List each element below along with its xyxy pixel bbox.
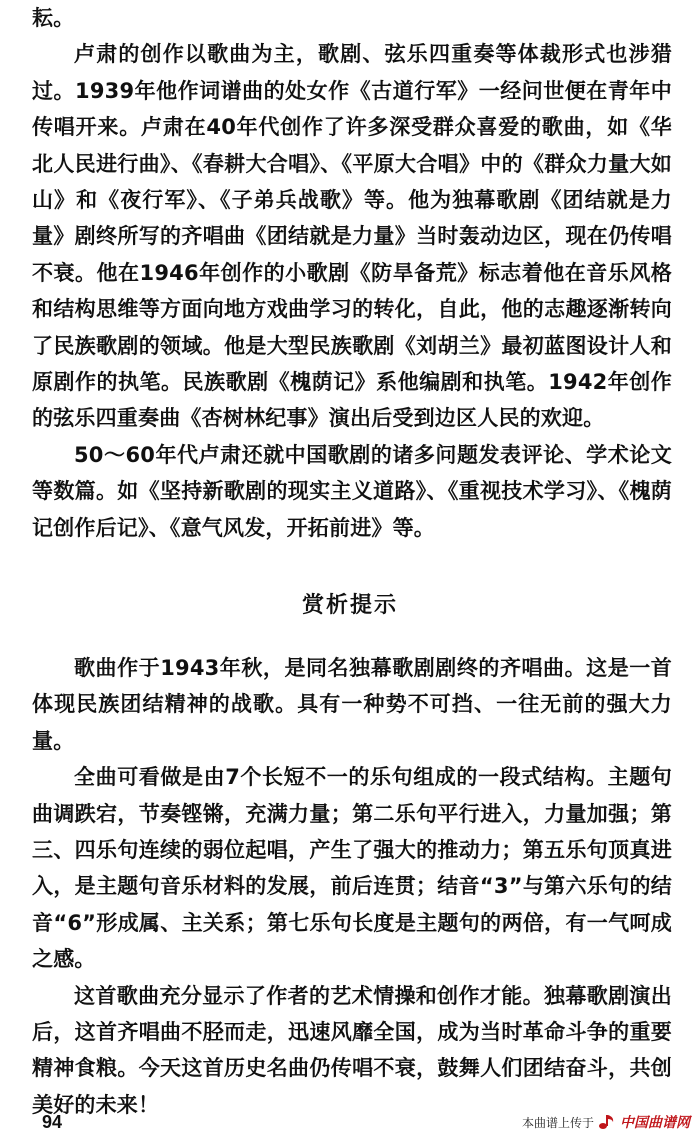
- watermark: [522, 1111, 690, 1133]
- watermark-brand: 中国曲谱网: [620, 1115, 690, 1131]
- page-number: 94: [42, 1112, 63, 1132]
- music-note-logo-icon: [598, 1114, 616, 1130]
- continuation-line: 耘。: [32, 6, 75, 30]
- paragraph-lu-su-works: 卢肃的创作以歌曲为主，歌剧、弦乐四重奏等体裁形式也涉猎过。1939年他作词谱曲的处女作《古道行军》一经问世便在青年中传唱开来。卢肃在40年代创作了许多深受群众喜爱的歌曲，如《华北人民进行曲》、《春耕大合唱》、《平原大合唱》中的《群众力量大如山》和《夜行军》、《子弟兵战歌》等。他为独幕歌剧《团结就是力量》剧终所写的齐唱曲《团结就是力量》当时轰动边区，现在仍传唱不衰。他在1946年创作的小歌剧《防旱备荒》标志着他在音乐风格和结构思维等方面向地方戏曲学习的转化，自此，他的志趣逐渐转向了民族歌剧的领域。他是大型民族歌剧《刘胡兰》最初蓝图设计人和原剧作的执笔。民族歌剧《槐荫记》系他编剧和执笔。1942年创作的弦乐四重奏曲《杏树林纪事》演出后受到边区人民的欢迎。: [32, 42, 672, 431]
- paragraph-song-impact: 这首歌曲充分显示了作者的艺术情操和创作才能。独幕歌剧演出后，这首齐唱曲不胫而走，迅速风靡全国，成为当时革命斗争的重要精神食粮。今天这首历史名曲仍传唱不衰，鼓舞人们团结奋斗，共创美好的未来！: [32, 983, 672, 1117]
- analysis-section: [32, 650, 672, 1123]
- watermark-text: 本曲谱上传于: [521, 1115, 594, 1130]
- intro-section: [32, 0, 672, 546]
- section-heading: 赏析提示: [301, 593, 398, 618]
- paragraph-song-background: 歌曲作于1943年秋，是同名独幕歌剧剧终的齐唱曲。这是一首体现民族团结精神的战歌。具有一种势不可挡、一往无前的强大力量。: [32, 656, 672, 753]
- paragraph-song-structure: 全曲可看做是由7个长短不一的乐句组成的一段式结构。主题句曲调跌宕，节奏铿锵，充满力量；第二乐句平行进入，力量加强；第三、四乐句连续的弱位起唱，产生了强大的推动力；第五乐句顶真进入，是主题句音乐材料的发展，前后连贯；结音“3”与第六乐句的结音“6”形成属、主关系；第七乐句长度是主题句的两倍，有一气呵成之感。: [32, 765, 672, 972]
- paragraph-lu-su-essays: 50～60年代卢肃还就中国歌剧的诸多问题发表评论、学术论文等数篇。如《坚持新歌剧的现实主义道路》、《重视技术学习》、《槐荫记创作后记》、《意气风发，开拓前进》等。: [32, 442, 672, 540]
